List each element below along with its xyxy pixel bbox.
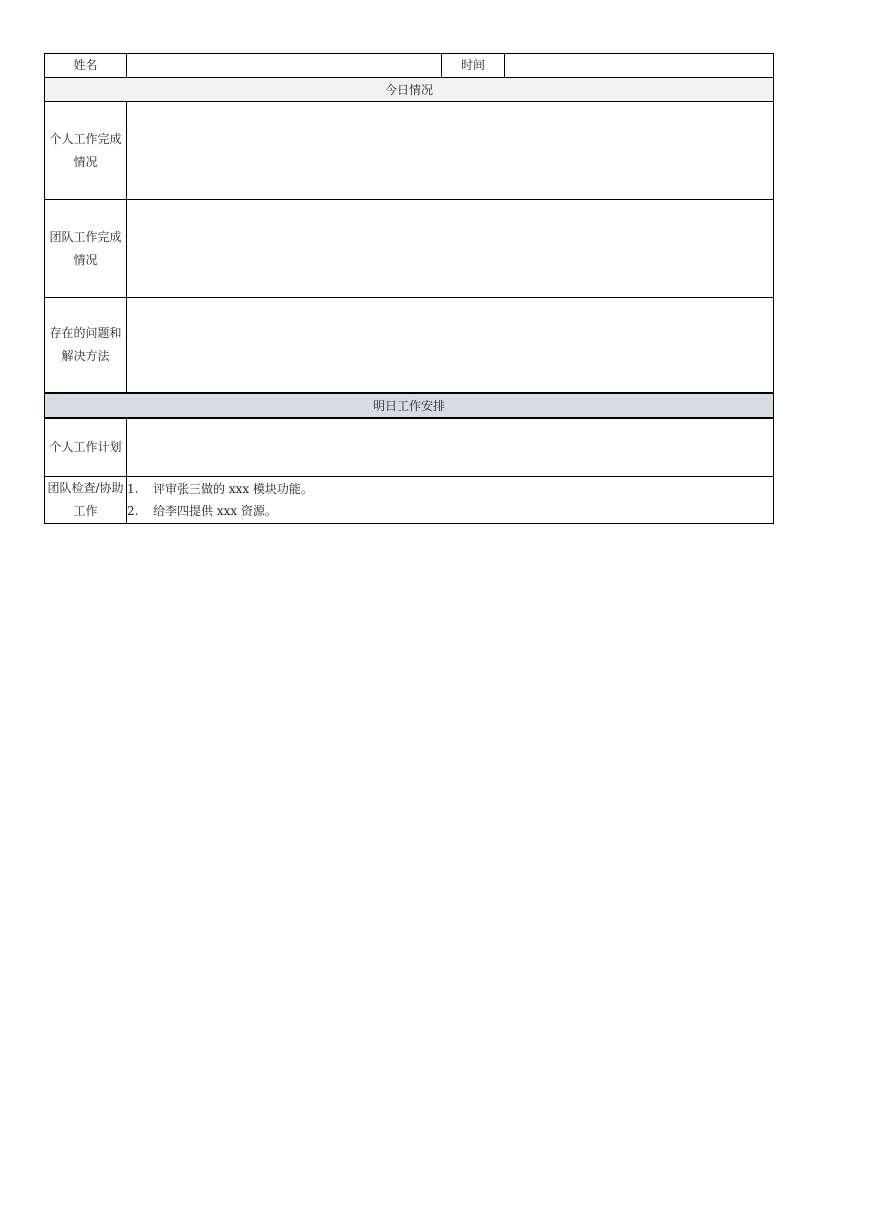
team-assist-list	[127, 478, 773, 522]
team-work-row	[45, 200, 774, 298]
list-item-text: 给李四提供 xxx 资源。	[153, 504, 277, 518]
issues-row	[45, 298, 774, 393]
issues-field[interactable]	[127, 298, 774, 393]
team-assist-field[interactable]	[127, 477, 774, 524]
issues-label: 存在的问题和解决方法	[45, 298, 127, 393]
personal-work-label: 个人工作完成情况	[45, 102, 127, 200]
time-label: 时间	[442, 54, 505, 78]
personal-work-field[interactable]	[127, 102, 774, 200]
list-item-text: 评审张三做的 xxx 模块功能。	[153, 482, 313, 496]
name-field[interactable]	[127, 54, 442, 78]
tomorrow-section-row	[45, 393, 774, 418]
list-item-number: 2.	[127, 504, 139, 518]
list-item	[127, 478, 773, 500]
team-assist-label: 团队检查/协助工作	[45, 477, 127, 524]
personal-plan-row	[45, 418, 774, 477]
header-row	[45, 54, 774, 78]
today-section-row	[45, 78, 774, 102]
daily-report-table	[44, 53, 774, 524]
today-section-title: 今日情况	[45, 78, 774, 102]
team-work-label: 团队工作完成情况	[45, 200, 127, 298]
personal-plan-label: 个人工作计划	[45, 418, 127, 477]
name-label: 姓名	[45, 54, 127, 78]
list-item	[127, 500, 773, 522]
personal-work-row	[45, 102, 774, 200]
team-work-field[interactable]	[127, 200, 774, 298]
time-field[interactable]	[505, 54, 774, 78]
personal-plan-field[interactable]	[127, 418, 774, 477]
list-item-number: 1.	[127, 482, 139, 496]
tomorrow-section-title: 明日工作安排	[45, 393, 774, 418]
team-assist-row	[45, 477, 774, 524]
